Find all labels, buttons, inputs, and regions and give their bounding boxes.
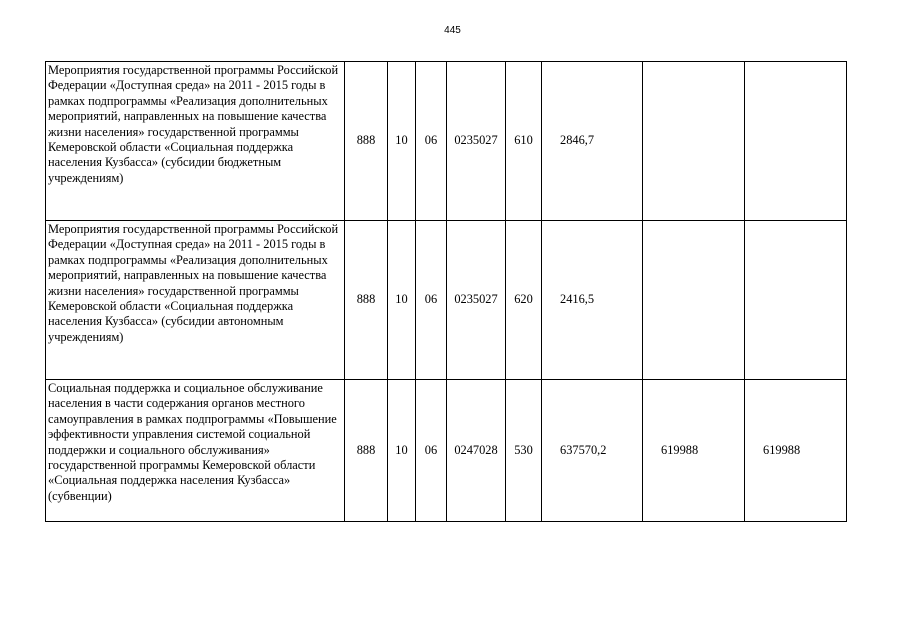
ministry-code: 888 <box>345 62 388 221</box>
amount-year-1: 637570,2 <box>542 380 643 522</box>
target-article-code: 0247028 <box>447 380 506 522</box>
amount-year-1: 2846,7 <box>542 62 643 221</box>
budget-table <box>45 61 847 522</box>
row-description: Социальная поддержка и социальное обслуживание населения в части содержания органов местного самоуправления в рамках подпрограммы «Повышение эффективности управления системой социальной поддержки и социального обслуживания» государственной программы Кемеровской области «Социальная поддержка населения Кузбасса» (субвенции) <box>46 380 345 522</box>
table-row <box>46 62 847 221</box>
section-code: 10 <box>388 380 416 522</box>
row-description: Мероприятия государственной программы Российской Федерации «Доступная среда» на 2011 - 2015 годы в рамках подпрограммы «Реализация дополнительных мероприятий, направленных на повышение качества жизни населения» государственной программы Кемеровской области «Социальная поддержка населения Кузбасса» (субсидии автономным учреждениям) <box>46 221 345 380</box>
expense-type-code: 620 <box>506 221 542 380</box>
amount-year-3 <box>745 221 847 380</box>
subsection-code: 06 <box>416 221 447 380</box>
section-code: 10 <box>388 62 416 221</box>
subsection-code: 06 <box>416 380 447 522</box>
target-article-code: 0235027 <box>447 62 506 221</box>
table-row <box>46 221 847 380</box>
amount-year-2 <box>643 221 745 380</box>
amount-year-2 <box>643 62 745 221</box>
amount-year-3 <box>745 62 847 221</box>
subsection-code: 06 <box>416 62 447 221</box>
ministry-code: 888 <box>345 221 388 380</box>
ministry-code: 888 <box>345 380 388 522</box>
table-row <box>46 380 847 522</box>
row-description: Мероприятия государственной программы Российской Федерации «Доступная среда» на 2011 - 2015 годы в рамках подпрограммы «Реализация дополнительных мероприятий, направленных на повышение качества жизни населения» государственной программы Кемеровской области «Социальная поддержка населения Кузбасса» (субсидии бюджетным учреждениям) <box>46 62 345 221</box>
amount-year-1: 2416,5 <box>542 221 643 380</box>
page-number: 445 <box>444 25 461 36</box>
amount-year-2: 619988 <box>643 380 745 522</box>
target-article-code: 0235027 <box>447 221 506 380</box>
amount-year-3: 619988 <box>745 380 847 522</box>
expense-type-code: 530 <box>506 380 542 522</box>
expense-type-code: 610 <box>506 62 542 221</box>
section-code: 10 <box>388 221 416 380</box>
